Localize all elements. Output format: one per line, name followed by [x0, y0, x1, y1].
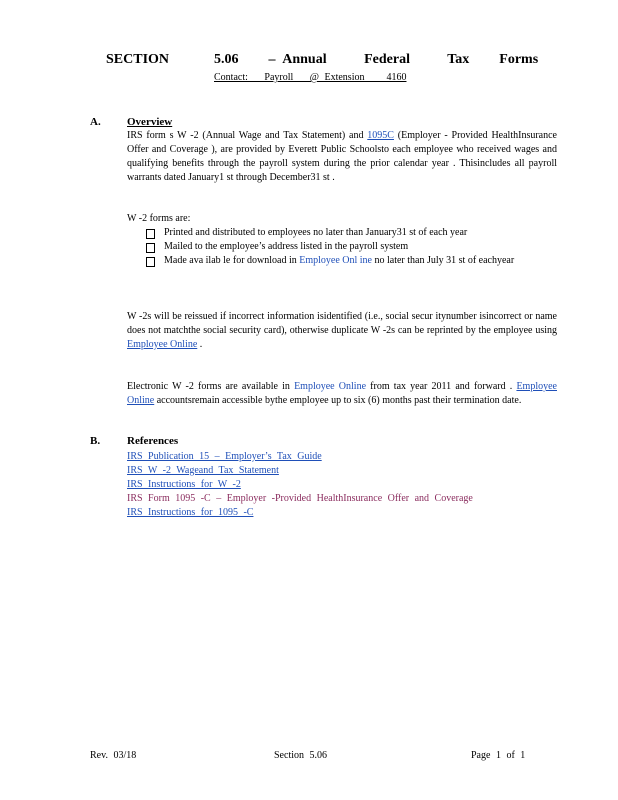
reference-link[interactable]: IRS Instructions for 1095 -C [127, 507, 254, 518]
bullet-text-part: Made ava ilab le for download in [164, 255, 300, 266]
footer-revision: Rev. 03/18 [90, 750, 137, 761]
bullet-item [146, 240, 546, 254]
employee-online-link[interactable]: Employee Online [127, 339, 198, 350]
section-a-heading: Overview [127, 116, 173, 128]
overview-text-2: (Employer - Provided HealthInsurance Offer and Coverage ), are provided by Everett Public Schoolsto each employee who received wages and qualifying benefits through the payroll system during the prior calendar year . Thisincludes all payroll warrants dated January1 st through December31 st . [127, 130, 557, 183]
footer-section: Section 5.06 [274, 750, 327, 761]
footer-page-number: Page 1 of 1 [471, 750, 526, 761]
bullet-item [146, 254, 546, 268]
reference-link[interactable]: IRS W -2 Wageand Tax Statement [127, 465, 279, 476]
forms-intro: W -2 forms are: [127, 213, 191, 224]
reissue-text-1: W -2s will be reissued if incorrect information isidentified (i.e., social secur itynumber isincorrect or name does not matchthe social security card), otherwise duplicate W -2s can be reprinted by the employee using [127, 311, 557, 336]
bullet-box-icon [146, 243, 155, 253]
reference-link[interactable]: IRS Publication 15 – Employer’s Tax Guide [127, 451, 322, 462]
bullet-text: Printed and distributed to employees no later than January31 st of each year [164, 227, 468, 238]
electronic-paragraph [127, 380, 557, 408]
forms-bullet-list [146, 226, 546, 268]
employee-online-link[interactable]: Employee Onl ine [299, 255, 372, 266]
employee-online-link[interactable]: Employee Online [127, 381, 557, 406]
bullet-item [146, 226, 546, 240]
references-list [127, 450, 507, 520]
electronic-text-2: from tax year 2011 and forward . [366, 381, 517, 392]
page-title: SECTION 5.06 – Annual Federal Tax Forms [106, 52, 539, 67]
section-b-letter: B. [90, 435, 101, 447]
employee-online-link[interactable]: Employee Online [294, 381, 367, 392]
section-b-heading: References [127, 435, 179, 447]
bullet-text [164, 254, 546, 268]
bullet-text-part: no later than July 31 st of eachyear [372, 255, 515, 266]
bullet-box-icon [146, 229, 155, 239]
electronic-text-3: accountsremain accessible bythe employee up to six (6) months past their termination date. [154, 395, 522, 406]
reference-link[interactable]: IRS Form 1095 -C – Employer -Provided HealthInsurance Offer and Coverage [127, 493, 473, 504]
reissue-paragraph [127, 310, 557, 352]
contact-line: Contact: Payroll @ Extension 4160 [214, 72, 407, 83]
electronic-text-1: Electronic W -2 forms are available in [127, 381, 295, 392]
bullet-box-icon [146, 257, 155, 267]
section-a-letter: A. [90, 116, 101, 128]
overview-text-1: IRS form s W -2 (Annual Wage and Tax Statement) and [127, 130, 368, 141]
bullet-text: Mailed to the employee’s address listed in the payroll system [164, 241, 409, 252]
form-1095c-link[interactable]: 1095C [367, 130, 394, 141]
reference-link[interactable]: IRS Instructions for W -2 [127, 479, 241, 490]
overview-paragraph [127, 129, 557, 185]
reissue-text-2: . [197, 339, 203, 350]
